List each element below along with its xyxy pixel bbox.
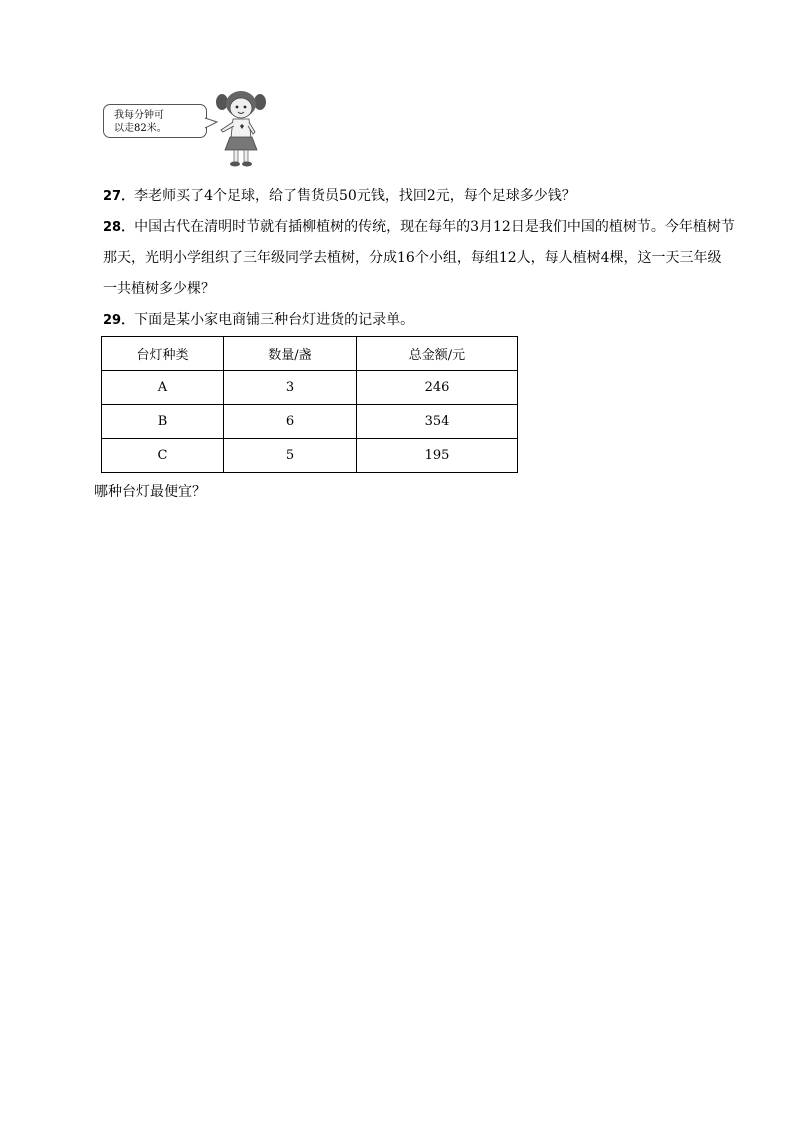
cell-amount: 354 xyxy=(357,405,518,439)
cell-quantity: 3 xyxy=(224,371,357,405)
question-29-ask: 哪种台灯最便宜？ xyxy=(94,484,206,500)
table-row xyxy=(102,439,518,473)
cell-amount: 246 xyxy=(357,371,518,405)
cell-amount: 195 xyxy=(357,439,518,473)
question-28-line-2: 那天，光明小学组织了三年级同学去植树，分成16个小组，每组12人，每人植树4棵，这一天三年级 xyxy=(103,250,722,266)
speech-line-1: 我每分钟可 xyxy=(114,110,164,121)
speech-line-2: 以走82米。 xyxy=(114,123,167,134)
question-27-text: 李老师买了4个足球，给了售货员50元钱，找回2元，每个足球多少钱？ xyxy=(134,188,576,204)
cell-quantity: 5 xyxy=(224,439,357,473)
question-27-number: 27． xyxy=(103,189,135,204)
question-28 xyxy=(103,217,735,238)
question-28-line-1: 中国古代在清明时节就有插柳植树的传统，现在每年的3月12日是我们中国的植树节。今年植树节 xyxy=(134,219,735,235)
cell-type: B xyxy=(102,405,224,439)
header-lamp-type: 台灯种类 xyxy=(102,337,224,371)
cell-type: C xyxy=(102,439,224,473)
header-quantity: 数量/盏 xyxy=(224,337,357,371)
cell-type: A xyxy=(102,371,224,405)
table-row xyxy=(102,405,518,439)
cell-quantity: 6 xyxy=(224,405,357,439)
question-28-number: 28． xyxy=(103,220,135,235)
speech-bubble xyxy=(103,104,207,138)
girl-illustration-icon xyxy=(213,88,269,168)
question-28-line-3: 一共植树多少棵？ xyxy=(103,281,215,297)
question-29-text: 下面是某小家电商铺三种台灯进货的记录单。 xyxy=(134,312,415,328)
question-29-number: 29． xyxy=(103,313,135,328)
table-row xyxy=(102,371,518,405)
lamp-purchase-table xyxy=(101,336,518,473)
question-27 xyxy=(103,186,576,207)
table-header-row xyxy=(102,337,518,371)
question-29 xyxy=(103,310,414,331)
header-total-amount: 总金额/元 xyxy=(357,337,518,371)
